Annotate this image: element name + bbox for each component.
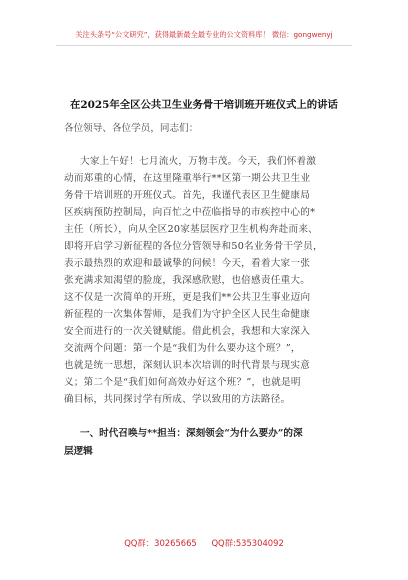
header-banner: 关注头条号“公文研究”，获得最新最全最专业的公文资料库！ 微信：gongwenyj: [75, 30, 333, 39]
body-line: 交流两个问题：第一个是“我们为什么要办这个班？”，: [64, 343, 301, 354]
body-line: 义；第二个是“我们如何高效办好这个班？”，也就是明: [64, 377, 301, 388]
body-line: 即将开启学习新征程的各位分管领导和50名业务骨干学员，: [64, 241, 323, 252]
body-line: 张充满求知渴望的脸庞，我深感欣慰，也倍感责任重大。: [64, 275, 311, 286]
document-title: 在2025年全区公共卫生业务骨干培训班开班仪式上的讲话: [70, 99, 338, 111]
body-line: 确目标，共同探讨学有所成、学以致用的方法路径。: [64, 394, 291, 405]
body-line: 区疾病预防控制局，向百忙之中莅临指导的市疾控中心的*: [64, 207, 316, 218]
body-line: 大家上午好！七月流火，万物丰茂。今天，我们怀着激: [80, 156, 317, 167]
section-heading-line: 层逻辑: [64, 446, 93, 457]
body-line: 表示最热烈的欢迎和最诚挚的问候！今天，看着大家一张: [64, 258, 311, 269]
body-line: 新征程的一次集体誓师，是我们为守护全区人民生命健康: [64, 309, 311, 320]
body-line: 也就是统一思想，深刻认识本次培训的时代背景与现实意: [64, 360, 311, 371]
header-divider: [56, 45, 352, 46]
salutation: 各位领导、各位学员，同志们：: [64, 123, 199, 134]
footer-qq-group-2: QQ群:535304092: [211, 538, 284, 548]
body-line: 动而郑重的心情，在这里隆重举行**区第一期公共卫生业: [64, 173, 311, 184]
footer-qq-group-1: QQ群：30265665: [124, 538, 197, 548]
body-line: 主任（所长），向从全区20家基层医疗卫生机构奔赴而来、: [64, 224, 319, 235]
body-line: 这不仅是一次简单的开班，更是我们**公共卫生事业迈向: [64, 292, 311, 303]
section-heading-line: 一、时代召唤与**担当：深刻领会“为什么要办”的深: [80, 428, 303, 439]
body-line: 安全而进行的一次关键赋能。借此机会，我想和大家深入: [64, 326, 311, 337]
body-line: 务骨干培训班的开班仪式。首先，我谨代表区卫生健康局: [64, 190, 311, 201]
footer-contact: [0, 537, 408, 549]
